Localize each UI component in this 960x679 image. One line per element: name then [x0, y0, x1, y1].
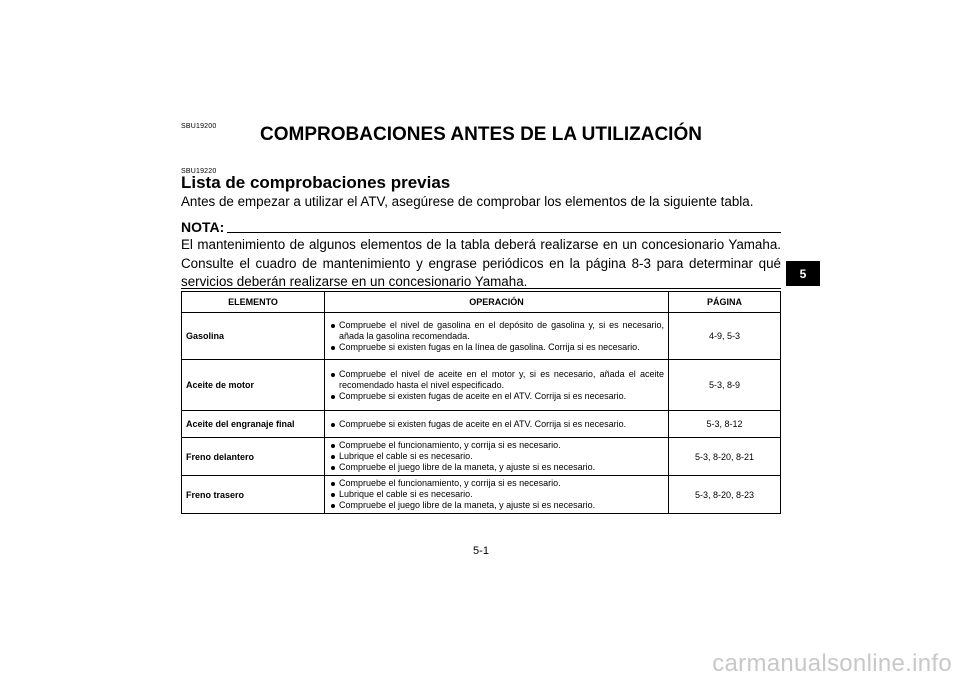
- operation-item: Compruebe el funcionamiento, y corrija si es necesario.: [331, 440, 664, 451]
- row-operations: [325, 438, 669, 476]
- header-element: ELEMENTO: [182, 292, 325, 313]
- table-row: [182, 313, 781, 360]
- intro-paragraph: Antes de empezar a utilizar el ATV, asegúrese de comprobar los elementos de la siguiente tabla.: [181, 194, 754, 209]
- row-page: 4-9, 5-3: [669, 313, 781, 360]
- row-page: 5-3, 8-12: [669, 411, 781, 438]
- operation-item: Compruebe el juego libre de la maneta, y ajuste si es necesario.: [331, 462, 664, 473]
- row-element: Gasolina: [182, 313, 325, 360]
- operation-item: Lubrique el cable si es necesario.: [331, 489, 664, 500]
- operation-item: Lubrique el cable si es necesario.: [331, 451, 664, 462]
- row-operations: [325, 360, 669, 411]
- header-page: PÁGINA: [669, 292, 781, 313]
- operation-item: Compruebe el nivel de aceite en el motor y, si es necesario, añada el aceite recomendado hasta el nivel especificado.: [331, 369, 664, 391]
- row-element: Aceite de motor: [182, 360, 325, 411]
- row-operations: [325, 313, 669, 360]
- row-page: 5-3, 8-20, 8-23: [669, 476, 781, 514]
- nota-rule: [227, 232, 781, 233]
- document-code-2: SBU19220: [181, 168, 217, 175]
- page-number: 5-1: [473, 545, 489, 557]
- nota-header: [181, 220, 781, 236]
- document-code-1: SBU19200: [181, 123, 217, 130]
- row-operations: [325, 411, 669, 438]
- row-operations: [325, 476, 669, 514]
- operation-item: Compruebe el funcionamiento, y corrija si es necesario.: [331, 478, 664, 489]
- row-element: Aceite del engranaje final: [182, 411, 325, 438]
- row-page: 5-3, 8-20, 8-21: [669, 438, 781, 476]
- section-title: Lista de comprobaciones previas: [181, 173, 451, 192]
- operation-item: Compruebe si existen fugas de aceite en el ATV. Corrija si es necesario.: [331, 419, 664, 430]
- nota-end-rule: [181, 288, 781, 289]
- watermark: carmanualsonline.info: [712, 650, 952, 677]
- table-row: [182, 360, 781, 411]
- nota-text: El mantenimiento de algunos elementos de la tabla deberá realizarse en un concesionario Yamaha. Consulte el cuadro de mantenimiento y engrase periódicos en la página 8-3 para determinar qué servicios deberán realizarse en un concesionario Yamaha.: [181, 237, 781, 289]
- chapter-tab: 5: [786, 261, 820, 286]
- table-row: [182, 438, 781, 476]
- row-element: Freno delantero: [182, 438, 325, 476]
- row-element: Freno trasero: [182, 476, 325, 514]
- table-row: [182, 411, 781, 438]
- header-operation: OPERACIÓN: [325, 292, 669, 313]
- operation-item: Compruebe el nivel de gasolina en el depósito de gasolina y, si es necesario, añada la gasolina recomendada.: [331, 320, 664, 342]
- table-row: [182, 476, 781, 514]
- page-title: COMPROBACIONES ANTES DE LA UTILIZACIÓN: [260, 124, 702, 145]
- pre-check-table: [181, 291, 781, 514]
- row-page: 5-3, 8-9: [669, 360, 781, 411]
- operation-item: Compruebe el juego libre de la maneta, y ajuste si es necesario.: [331, 500, 664, 511]
- operation-item: Compruebe si existen fugas de aceite en el ATV. Corrija si es necesario.: [331, 391, 664, 402]
- nota-label: NOTA:: [181, 219, 225, 235]
- table-header-row: [182, 292, 781, 313]
- operation-item: Compruebe si existen fugas en la línea de gasolina. Corrija si es necesario.: [331, 342, 664, 353]
